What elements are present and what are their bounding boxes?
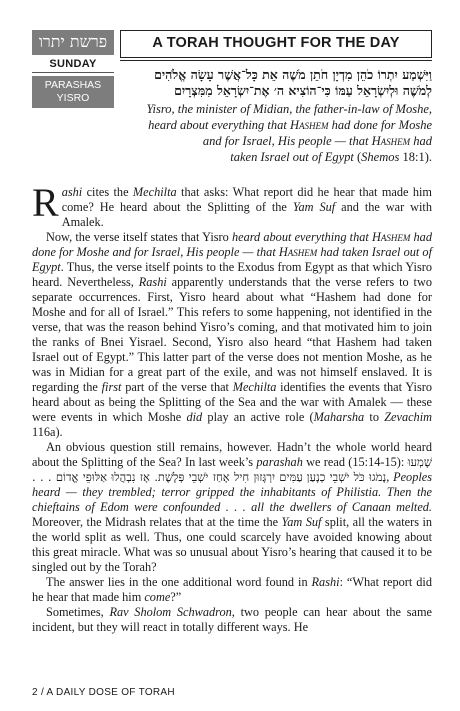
verse-divine-name: Hashem [290, 118, 329, 132]
verse-translation [120, 101, 432, 165]
verse-reference: Shemos [361, 150, 400, 164]
text: Sometimes, [46, 605, 110, 619]
title-divider [120, 60, 432, 61]
quote: had taken Israel out of Egypt [32, 245, 432, 274]
parashas-line1: PARASHAS [44, 79, 102, 91]
paragraph-4 [32, 575, 432, 605]
parashas-label [32, 76, 114, 108]
verse-text: had done for Moshe [328, 118, 432, 132]
text: cites the [82, 185, 133, 199]
text: to [364, 410, 385, 424]
text: split, all the waters in the world split as well. Thus, one could scarcely have avoided knowing about this great miracle. What was so unusual about Yisro’s hearing that caused it to be singled out by the Torah? [32, 515, 433, 574]
term: Rashi [311, 575, 340, 589]
article-body [32, 180, 433, 635]
paragraph-2 [32, 230, 432, 440]
verse-text: taken Israel out of Egypt [230, 150, 354, 164]
term: ashi [61, 185, 83, 199]
verse-text: had [410, 134, 432, 148]
verse-eng-line2 [120, 117, 432, 133]
verse-hebrew [120, 67, 432, 99]
quote: had done for Moshe and for Israel, His people — that [32, 230, 432, 259]
verse-hebrew-line1: וַיִּשְׁמַע יִתְרוֹ כֹהֵן מִדְיָן חֹתֵן מֹשֶׁה אֵת כָּל־אֲשֶׁר עָשָׂה אֱלֹהִים [154, 67, 432, 82]
parashas-line2: YISRO [56, 92, 90, 104]
term: Yam Suf [292, 200, 336, 214]
text: , [386, 470, 394, 484]
quote: heard about everything that [231, 230, 372, 244]
verse-hebrew-line2: לְמֹשֶׁה וּלְיִשְׂרָאֵל עַמּוֹ כִּי־הוֹצִיא ה׳ אֶת־יִשְׂרָאֵל מִמִּצְרָיִם [174, 83, 432, 98]
text: Moreover, the Midrash relates that at the time the [32, 515, 282, 529]
term: Yam Suf [281, 515, 322, 529]
text: two people can hear about the same incident, but they will react in totally different ways. He [32, 605, 432, 634]
term: Mechilta [232, 380, 277, 394]
parsha-hebrew-label: פרשת יתרו [32, 30, 114, 55]
sidebar [32, 30, 114, 108]
drop-cap: R [32, 180, 59, 225]
text: and the war with Amalek. [61, 200, 433, 229]
verse-text: ( [353, 150, 362, 164]
text: play an active role ( [202, 410, 314, 424]
emphasis: first [101, 380, 122, 394]
divine-name: Hashem [278, 245, 318, 259]
hebrew-quote: שָׁמְעוּ עַמִּים יִרְגָּזוּן חִיל אָחַז יֹשְׁבֵי פְּלָשֶׁת. אָז נִבְהֲלוּ אַלּוּפֵי אֱדוֹם . . . [32, 455, 432, 484]
verse-text: heard about everything that [148, 118, 290, 132]
text: : “What report did he hear that made him [32, 575, 432, 604]
paragraph-1 [32, 180, 433, 230]
page-title: A TORAH THOUGHT FOR THE DAY [120, 30, 432, 58]
text: An obvious question still remains, however. Hadn’t the whole world heard about the Splitting of the Sea? In last week’s [32, 440, 432, 469]
verse-divine-name: Hashem [371, 134, 411, 148]
verse-text: 18:1). [399, 150, 432, 164]
quote: Peoples heard — they trembled; terror gripped the inhabitants of Philistia. Then the chieftains of Edom were confounded . . . all the dwellers of Canaan melted. [32, 470, 433, 514]
text: identifies the events that Yisro heard about as being the Splitting of the Sea and the war with Amalek — these were events in which Moshe [32, 380, 432, 424]
text: that asks: What report did he hear that made him come? He heard about the Splitting of the [61, 185, 432, 214]
text: 116a). [32, 425, 63, 439]
text: . Thus, the verse itself points to the Exodus from Egypt as that which Yisro heard. Nevertheless, [32, 260, 432, 289]
verse-eng-line3 [120, 133, 432, 149]
text: part of the verse that [121, 380, 233, 394]
text: ?” [170, 590, 182, 604]
term: Maharsha [313, 410, 365, 424]
paragraph-5 [32, 605, 432, 635]
emphasis: did [186, 410, 203, 424]
text: The answer lies in the one additional word found in [46, 575, 312, 589]
divine-name: Hashem [371, 230, 411, 244]
term: parashah [256, 455, 303, 469]
verse-text: and for Israel, His people — that [202, 134, 372, 148]
term: Rashi [138, 275, 167, 289]
paragraph-3 [32, 440, 432, 575]
verse-eng-line1: Yisro, the minister of Midian, the father-in-law of Moshe, [146, 102, 432, 116]
day-label: SUNDAY [32, 55, 114, 73]
text: apparently understands that the verse refers to two separate occurrences. First, Yisro heard about what “Hashem had done for Moshe and for all of Israel.” This refers to some happening, not identified in the verse, that was the reason behind Yisro’s coming, and that motivated him to join the ranks of Bnei Yisrael. Second, Yisro also heard “that Hashem had taken Israel out of Egypt.” This latter part of the verse does not mention Moshe, as he was in Midian for a great part of the exile, and was not himself enslaved. It is regarding the [32, 275, 432, 394]
hebrew-quote: נָמֹגוּ כֹּל יֹשְׁבֵי כְנָעַן [306, 470, 387, 484]
term: Rav Sholom Schwadron, [109, 605, 235, 619]
verse-block [120, 67, 432, 165]
page-footer: 2 / A DAILY DOSE OF TORAH [32, 687, 175, 698]
text: Now, the verse itself states that Yisro [46, 230, 232, 244]
term: Mechilta [132, 185, 177, 199]
term: Zevachim [384, 410, 432, 424]
verse-eng-line4 [120, 149, 432, 165]
text: we read (15:14-15): [302, 455, 408, 469]
emphasis: come [144, 590, 171, 604]
